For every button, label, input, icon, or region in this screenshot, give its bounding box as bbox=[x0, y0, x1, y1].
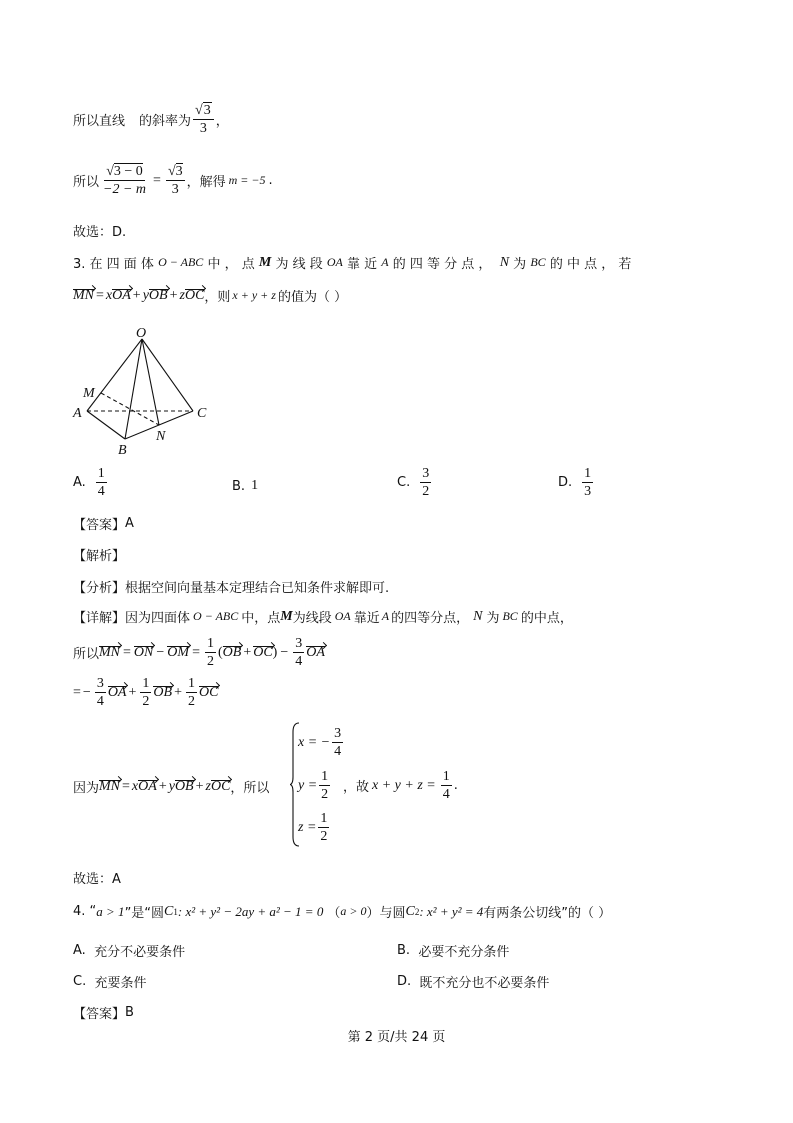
q4-option-c[interactable]: C. 充要条件 bbox=[73, 974, 147, 991]
label-M: M bbox=[83, 386, 95, 401]
question-3-line2: MN = x OA + y OB + z OC ，则 x + y + z 的值为（ ） bbox=[73, 287, 348, 305]
option-a[interactable]: A. $\frac{1}{4}$ bbox=[73, 466, 105, 499]
slope-line: 所以直线 的斜率为 √ 3 3 ， bbox=[73, 103, 229, 136]
option-b[interactable]: B. 1 bbox=[232, 478, 259, 494]
solve-m-line: 所以 $\frac{√3 - 0}{-2 - m}$ = $\frac{√3}{3}$ ，解得 m = −5 . bbox=[73, 164, 273, 197]
analysis-tag: 【解析】 bbox=[73, 549, 126, 564]
option-d[interactable]: D. $\frac{1}{3}$ bbox=[558, 466, 592, 499]
label-A: A bbox=[73, 406, 82, 421]
label-O: O bbox=[136, 326, 147, 341]
label-N: N bbox=[156, 429, 166, 444]
fraction-lhs: $\frac{√3 - 0}{-2 - m}$ bbox=[103, 164, 147, 197]
q4-option-a[interactable]: A. 充分不必要条件 bbox=[73, 943, 186, 960]
option-c[interactable]: C. $\frac{3}{2}$ bbox=[397, 466, 430, 499]
answer-q3: 【答案】 A bbox=[73, 516, 134, 533]
label-C: C bbox=[197, 406, 207, 421]
text: 的斜率为 bbox=[139, 114, 192, 129]
xiangjie-line: 【详解】 因为四面体 O − ABC 中，点 M 为线段 OA 靠近 A 的四等分点， N 为 BC 的中点， bbox=[73, 608, 573, 626]
system-z: z = $\frac{1}{2}$ bbox=[298, 811, 328, 844]
answer-q4: 【答案】 B bbox=[73, 1005, 134, 1022]
tetrahedron-figure bbox=[70, 322, 220, 462]
fenxi-line: 【分析】 根据空间向量基本定理结合已知条件求解即可. bbox=[73, 581, 390, 596]
derivation-line-1: 所以 MN = ON − OM = $\frac{1}{2}$ ( OB + OC ) − $\frac{3}{4}$ OA bbox=[73, 636, 325, 669]
conclusion-line: 因为 MN = x OA + y OB + z OC ，所以 bbox=[73, 778, 270, 796]
question-3-line1: 3. 在 四 面 体 O − ABC 中 ， 点 M 为 线 段 OA 靠 近 A 的 四 等 分 点 ， N 为 BC 的 中 点 ， 若 bbox=[73, 254, 632, 272]
fraction-rhs: $\frac{√3}{3}$ bbox=[167, 164, 183, 197]
edge-OB bbox=[125, 339, 142, 439]
edge-AB bbox=[87, 411, 125, 439]
choose-d: 故选：D. bbox=[73, 225, 127, 240]
question-4: 4. “ a > 1 ”是“圆 C 1 : x² + y² − 2ay + a² − 1 = 0 （ a > 0 ）与圆 C 2 : x² + y² = 4 有两条公切线”的（ ） bbox=[73, 903, 612, 921]
sum-result: ，故 x + y + z = $\frac{1}{4}$ . bbox=[343, 769, 458, 802]
q4-option-b[interactable]: B. 必要不充分条件 bbox=[397, 943, 510, 960]
fraction-sqrt3-over-3: √ 3 3 bbox=[193, 102, 214, 137]
label-B: B bbox=[118, 443, 127, 458]
text: 所以直线 bbox=[73, 114, 126, 129]
system-y: y = $\frac{1}{2}$ bbox=[298, 769, 329, 802]
derivation-line-2: = − $\frac{3}{4}$ OA + $\frac{1}{2}$ OB + $\frac{1}{2}$ OC bbox=[73, 676, 219, 709]
choose-a: 故选：A bbox=[73, 872, 121, 887]
q4-option-d[interactable]: D. 既不充分也不必要条件 bbox=[397, 974, 550, 991]
system-x: x = − $\frac{3}{4}$ bbox=[298, 726, 342, 759]
page-footer: 第 2 页/共 24 页 bbox=[347, 1030, 446, 1045]
